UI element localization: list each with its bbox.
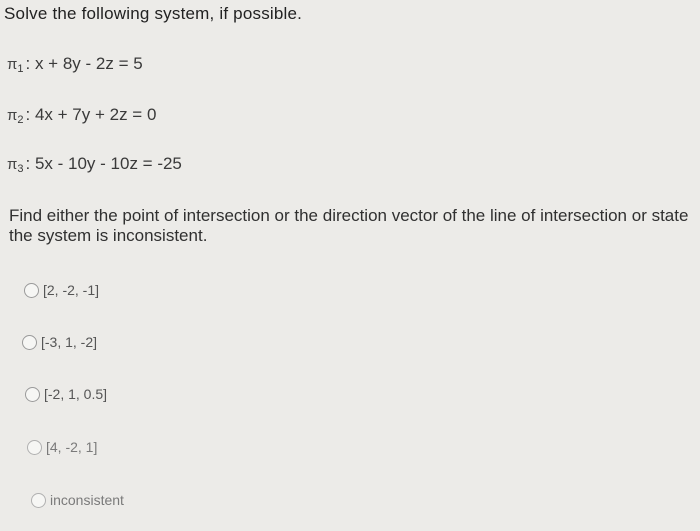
plane-index: 3 <box>17 163 24 175</box>
plane-index: 2 <box>17 114 24 126</box>
plane-symbol: π <box>7 107 18 124</box>
answer-option-3[interactable] <box>25 386 107 402</box>
option-label: [-2, 1, 0.5] <box>44 386 108 402</box>
radio-button[interactable] <box>24 283 39 298</box>
radio-button[interactable] <box>27 440 42 455</box>
radio-button[interactable] <box>31 493 46 508</box>
answer-option-2[interactable] <box>22 334 97 350</box>
plane-expression: 4x + 7y + 2z = 0 <box>34 105 157 124</box>
plane-expression: x + 8y - 2z = 5 <box>34 54 143 73</box>
plane-separator: : <box>25 154 31 173</box>
answer-option-1[interactable] <box>24 282 99 298</box>
question-prompt: Find either the point of intersection or the direction vector of the line of intersection or state the system is inconsistent. <box>9 206 689 245</box>
option-label: inconsistent <box>50 492 124 508</box>
plane-separator: : <box>25 54 31 73</box>
radio-button[interactable] <box>25 387 40 402</box>
plane-symbol: π <box>7 56 18 73</box>
radio-button[interactable] <box>22 335 37 350</box>
plane-separator: : <box>25 105 31 124</box>
answer-option-4[interactable] <box>27 439 97 455</box>
equation-plane-1 <box>7 54 143 74</box>
option-label: [4, -2, 1] <box>46 439 98 455</box>
equation-plane-2 <box>7 105 156 125</box>
plane-index: 1 <box>17 63 24 75</box>
answer-option-5[interactable] <box>31 492 124 508</box>
option-label: [-3, 1, -2] <box>41 334 98 350</box>
option-label: [2, -2, -1] <box>43 282 100 298</box>
plane-symbol: π <box>7 156 18 173</box>
question-title: Solve the following system, if possible. <box>4 4 303 23</box>
plane-expression: 5x - 10y - 10z = -25 <box>34 154 182 173</box>
equation-plane-3 <box>7 154 182 174</box>
